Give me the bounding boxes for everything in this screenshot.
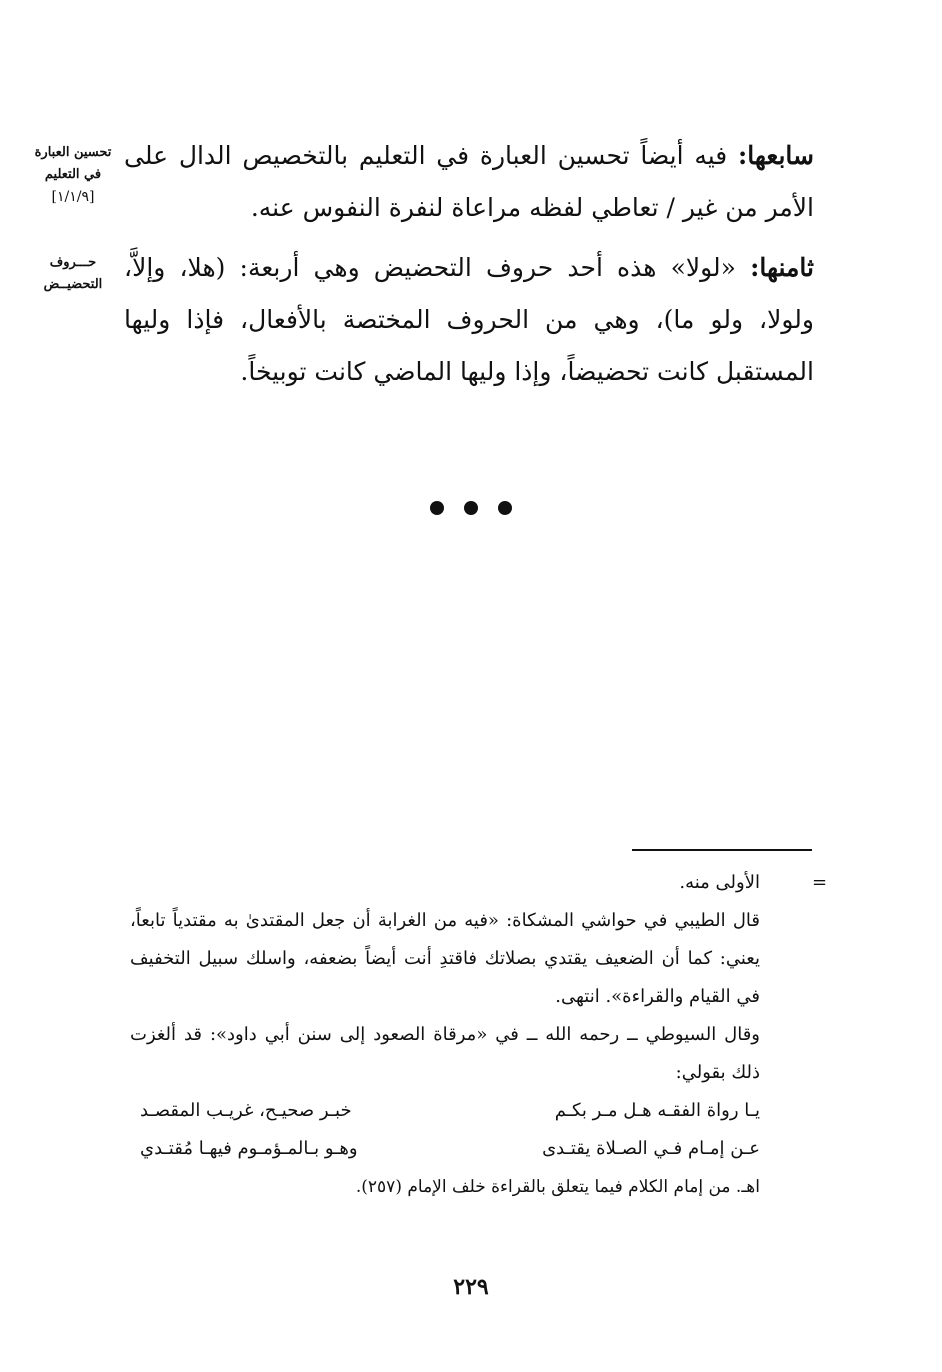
verse-hemistich: عـن إمـام فـي الصـلاة يقتـدى [542,1138,760,1159]
paragraph-seventh [124,130,814,234]
paragraph-lead: ثامنها: [750,253,814,282]
margin-note-line: التحضيــض [43,277,103,292]
divider-dot [464,501,478,515]
page-number: ٢٢٩ [453,1274,489,1300]
divider-dot [498,501,512,515]
verse-hemistich: يـا رواة الفقـه هـل مـر بكـم [554,1100,760,1121]
verse-hemistich: وهـو بـالمـؤمـوم فيهـا مُقتـدي [140,1138,358,1159]
footnote-continuation-marker: = [812,872,828,893]
margin-note-line: تحسين العبارة [34,145,112,160]
footnote-rule [632,849,812,851]
margin-note-tahsin [14,142,132,208]
footnote-closing: اهـ. من إمام الكلام فيما يتعلق بالقراءة خلف الإمام (٢٥٧). [355,1177,760,1197]
margin-note-line: في التعليم [44,167,102,182]
paragraph-text: فيه أيضاً تحسين العبارة في التعليم بالتخصيص الدال على الأمر من غير / تعاطي لفظه مراعاة لنفرة النفوس عنه. [124,141,814,222]
verse-line [140,1130,760,1168]
footnote-line: الأولى منه. [679,872,760,893]
divider-dot [430,501,444,515]
footnote-paragraph: وقال السيوطي ــ رحمه الله ــ في «مرقاة الصعود إلى سنن أبي داود»: قد ألغزت ذلك بقولي: [130,1024,760,1083]
footnote-paragraph: قال الطيبي في حواشي المشكاة: «فيه من الغرابة أن جعل المقتدىٰ به مقتدياً تابعاً، يعني: كما أن الضعيف يقتدي بصلاتك فاقتدِ أنت أيضاً بضعفه، واسلك سبيل التخفيف في القيام والقراءة». انتهى. [130,910,760,1007]
verse-line [140,1092,760,1130]
verse-hemistich: خبـر صحيـح، غريـب المقصـد [140,1100,352,1121]
paragraph-lead: سابعها: [738,141,814,170]
footnotes [130,864,760,1206]
paragraph-text: «لولا» هذه أحد حروف التحضيض وهي أربعة: (هلا، وإلاَّ، ولولا، ولو ما)، وهي من الحروف المختصة بالأفعال، فإذا وليها المستقبل كانت تحضيضاً، وإذا وليها الماضي كانت توبيخاً. [124,253,814,386]
margin-note-line: حـــروف [49,255,97,270]
paragraph-eighth [124,242,814,398]
margin-note-huruf [14,252,132,296]
section-divider [0,500,942,519]
margin-note-ref: [١/١/٩] [51,189,95,205]
